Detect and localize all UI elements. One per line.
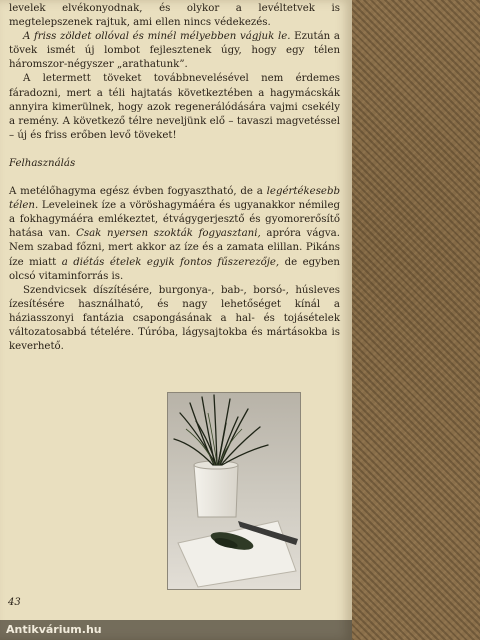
p4-italic-1: legértékesebb télen. — [9, 186, 340, 212]
page-number: 43 — [8, 597, 21, 608]
paragraph-2 — [9, 30, 340, 72]
p4-italic-3: a diétás ételek egyik fontos fűszerezője, — [61, 256, 280, 268]
watermark-logo: Antikvárium.hu — [0, 620, 352, 640]
paragraph-5: Szendvicsek díszítésére, burgonya-, bab-, borsó-, húsleves ízesítésére használható, és nagy lehetőséget kínál a háziasszonyi fantázia csapongásának a hal- és tojásételek változatosabbá tételére. Túróba, lágysajtokba és mártásokba is keverhető. — [9, 284, 340, 353]
italic-phrase: A friss zöldet ollóval és minél mélyebben vágjuk le. — [23, 31, 291, 43]
paragraph-1: levelek elvékonyodnak, és olykor a levéltetvek is megtelepszenek rajtuk, ami ellen nincs védekezés. — [9, 3, 340, 29]
body-text — [9, 2, 340, 354]
p4-b: Leveleinek íze a vöröshagymáéra és ugyanakkor némileg a fokhagymáéra emlékeztet, étvágygerjesztő és gyomorerősítő hatása van. — [9, 200, 340, 240]
paragraph-3: A letermett töveket továbbnevelésével nem érdemes fáradozni, mert a téli hajtatás következtében a hagymácskák annyira kimerülnek, hogy azok regenerálódására vajmi csekély a remény. A következő télre neveljünk elő – tavaszi magvetéssel – új és friss erőben levő töveket! — [9, 73, 340, 141]
p4-c: apróra vágva. Nem szabad főzni, mert akkor az íze és a zamata elillan. Pikáns íze miatt — [9, 228, 340, 268]
chives-pot-illustration — [168, 393, 300, 589]
section-heading: Felhasználás — [9, 157, 76, 169]
p4-italic-2: Csak nyersen szokták fogyasztani, — [76, 228, 261, 240]
p4-d: de egyben olcsó vitaminforrás is. — [9, 256, 340, 282]
p4-a: A metélőhagyma egész évben fogyasztható, de a — [9, 186, 267, 198]
paragraph-4 — [9, 185, 340, 284]
paragraph-2-rest: Ezután a tövek ismét új lombot fejlesztenek úgy, hogy egy télen háromszor-négyszer „arathatunk”. — [9, 31, 340, 71]
chives-photo — [167, 392, 301, 590]
tablecloth-background — [352, 0, 480, 640]
